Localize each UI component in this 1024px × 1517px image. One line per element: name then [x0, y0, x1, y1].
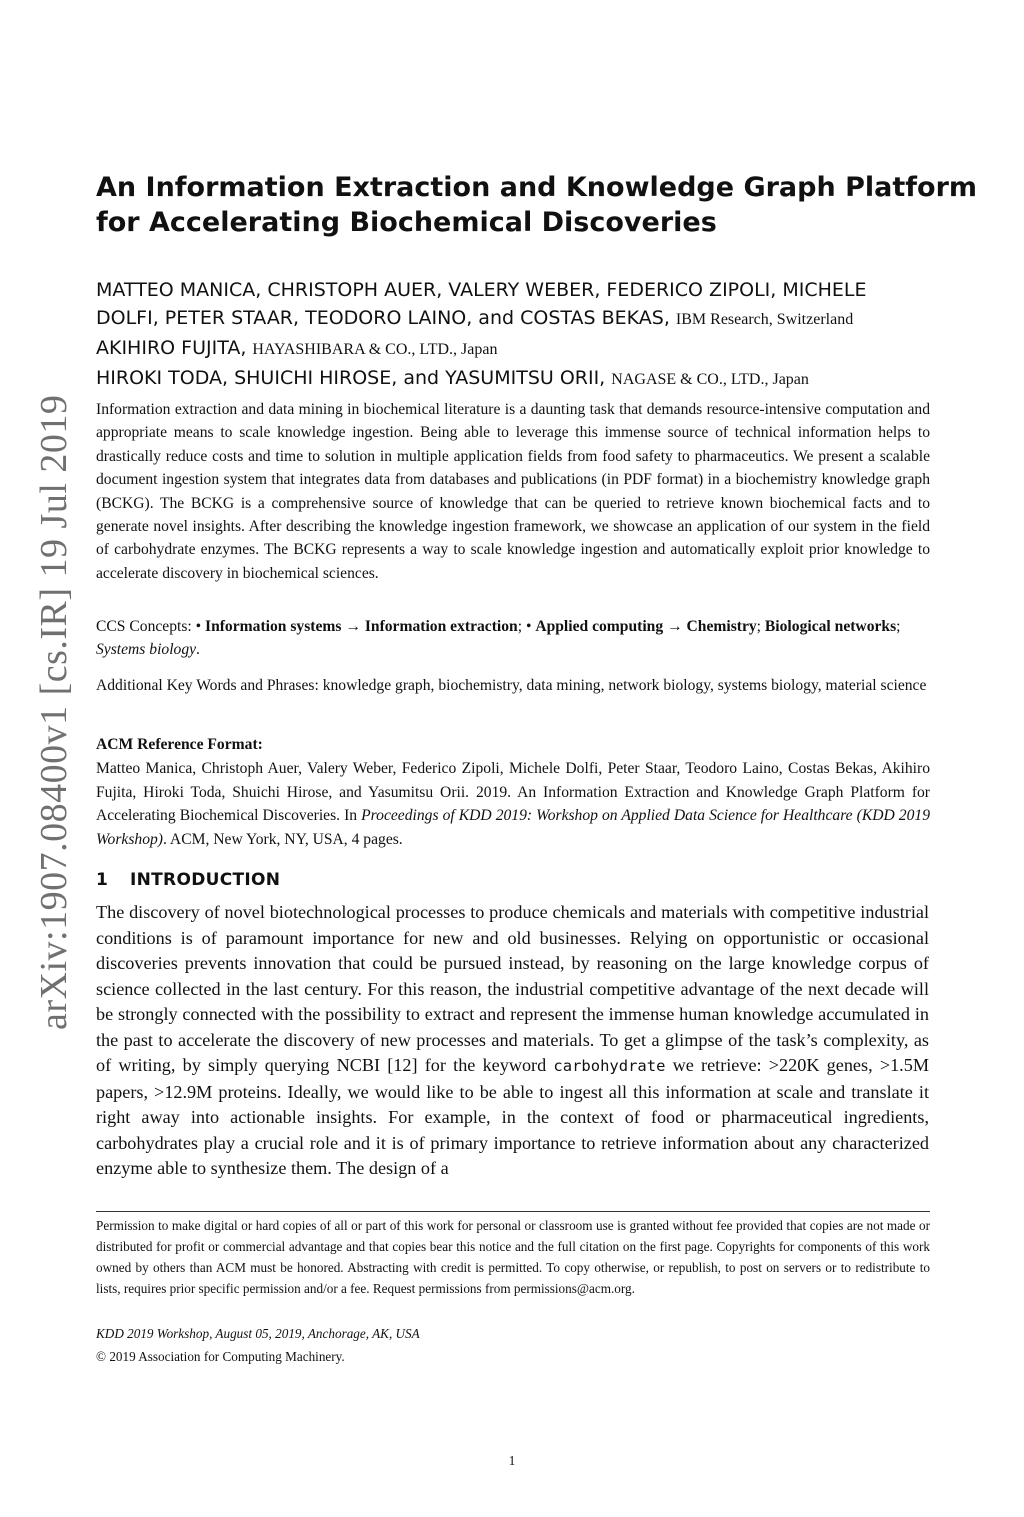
- author-block: [96, 276, 936, 394]
- acm-reference-citation: Matteo Manica, Christoph Auer, Valery Weber, Federico Zipoli, Michele Dolfi, Peter Staar, Teodoro Laino, Costas Bekas, Akihiro Fujita, Hiroki Toda, Shuichi Hirose, and Yasumitsu Orii. 2019. An Information Extraction and Knowledge Graph Platform for Accelerating Biochemical Discoveries. In: [96, 759, 930, 825]
- ccs-separator: ; •: [517, 618, 536, 635]
- ccs-concept-3: Biological networks: [764, 618, 897, 635]
- acm-reference: [96, 733, 930, 852]
- acm-reference-publisher: . ACM, New York, NY, USA, 4 pages.: [163, 831, 403, 849]
- ccs-end: .: [196, 641, 200, 659]
- author-line-1: MATTEO MANICA, CHRISTOPH AUER, VALERY WEBER, FEDERICO ZIPOLI, MICHELE: [96, 279, 867, 301]
- author-line-2: [96, 304, 936, 334]
- title-line-2: for Accelerating Biochemical Discoveries: [96, 207, 717, 238]
- section-number: 1: [96, 870, 109, 890]
- permission-notice: Permission to make digital or hard copies of all or part of this work for personal or classroom use is granted without fee provided that copies are not made or distributed for profit or commercial advantage and that copies bear this notice and the full citation on the first page. Copyrights for components of this work owned by others than ACM must be honored. Abstracting with credit is permitted. To copy otherwise, or republish, to post on servers or to redistribute to lists, requires prior specific permission and/or a fee. Request permissions from permissions@acm.org.: [96, 1218, 930, 1296]
- ccs-separator: ;: [756, 618, 765, 635]
- intro-text: we retrieve: >220K genes, >1.5M papers, >12.9M proteins. Ideally, we would like to be able to ingest all this information at scale and translate it right away into actionable insights. For example, in the context of food or pharmaceutical ingredients, carbohydrates play a crucial role and it is of primary importance to retrieve information about any characterized enzyme able to synthesize them. The design of a: [96, 1055, 929, 1178]
- title-line-1: An Information Extraction and Knowledge Graph Platform: [96, 172, 978, 203]
- affiliation: NAGASE & CO., LTD., Japan: [611, 371, 809, 388]
- author-names: DOLFI, PETER STAAR, TEODORO LAINO, and COSTAS BEKAS,: [96, 307, 670, 329]
- copyright-line: © 2019 Association for Computing Machinery.: [96, 1349, 345, 1364]
- author-names: AKIHIRO FUJITA,: [96, 337, 247, 359]
- venue-line: KDD 2019 Workshop, August 05, 2019, Anchorage, AK, USA: [96, 1326, 420, 1341]
- footnote-divider: [96, 1211, 930, 1212]
- ccs-prefix: CCS Concepts: •: [96, 618, 205, 635]
- section-title: INTRODUCTION: [130, 870, 281, 890]
- acm-reference-proceedings: Proceedings of KDD 2019: Workshop on Applied Data Science for Healthcare (KDD 2019 Workshop): [96, 807, 930, 849]
- ccs-concept-2: Applied computing → Chemistry: [535, 618, 757, 635]
- affiliation: HAYASHIBARA & CO., LTD., Japan: [252, 341, 498, 358]
- acm-reference-text: [96, 757, 930, 852]
- affiliation: IBM Research, Switzerland: [675, 311, 854, 328]
- ccs-concepts: [96, 615, 930, 662]
- acm-reference-heading: ACM Reference Format:: [96, 736, 263, 753]
- section-heading: [96, 868, 280, 892]
- keywords: Additional Key Words and Phrases: knowledge graph, biochemistry, data mining, network biology, systems biology, material science: [96, 677, 927, 694]
- intro-text: The discovery of novel biotechnological processes to produce chemicals and materials with competitive industrial conditions is of paramount importance for new and old businesses. Relying on opportunistic or occasional discoveries prevents innovation that could be pursued instead, by reasoning on the large knowledge corpus of science collected in the last century. For this reason, the industrial competitive advantage of the next decade will be strongly connected with the possibility to extract and represent the immense human knowledge accumulated in the past to accelerate the discovery of new processes and materials. To get a glimpse of the task’s complexity, as of writing, by simply querying NCBI [12] for the keyword: [96, 902, 929, 1075]
- arxiv-side-label: arXiv:1907.08400v1 [cs.IR] 19 Jul 2019: [33, 394, 75, 1030]
- code-keyword: carbohydrate: [553, 1057, 666, 1075]
- ccs-concept-4: Systems biology: [96, 641, 197, 659]
- introduction-paragraph: [96, 900, 929, 1182]
- abstract: Information extraction and data mining in biochemical literature is a daunting task that demands resource-intensive computation and appropriate means to scale knowledge ingestion. Being able to leverage this immense source of technical information helps to drastically reduce costs and time to solution in multiple application fields from food safety to pharmaceutics. We present a scalable document ingestion system that integrates data from databases and publications (in PDF format) in a biochemistry knowledge graph (BCKG). The BCKG is a comprehensive source of knowledge that can be queried to retrieve known biochemical facts and to generate novel insights. After describing the knowledge ingestion framework, we showcase an application of our system in the field of carbohydrate enzymes. The BCKG represents a way to scale knowledge ingestion and automatically exploit prior knowledge to accelerate discovery in biochemical sciences.: [96, 401, 930, 582]
- paper-title: [96, 170, 978, 240]
- page-number: 1: [508, 1453, 516, 1468]
- ccs-separator: ;: [896, 618, 901, 635]
- author-line-3: [96, 334, 936, 364]
- ccs-concept-1: Information systems → Information extraction: [205, 618, 518, 635]
- author-line-4: [96, 364, 936, 394]
- author-names: HIROKI TODA, SHUICHI HIROSE, and YASUMITSU ORII,: [96, 367, 606, 389]
